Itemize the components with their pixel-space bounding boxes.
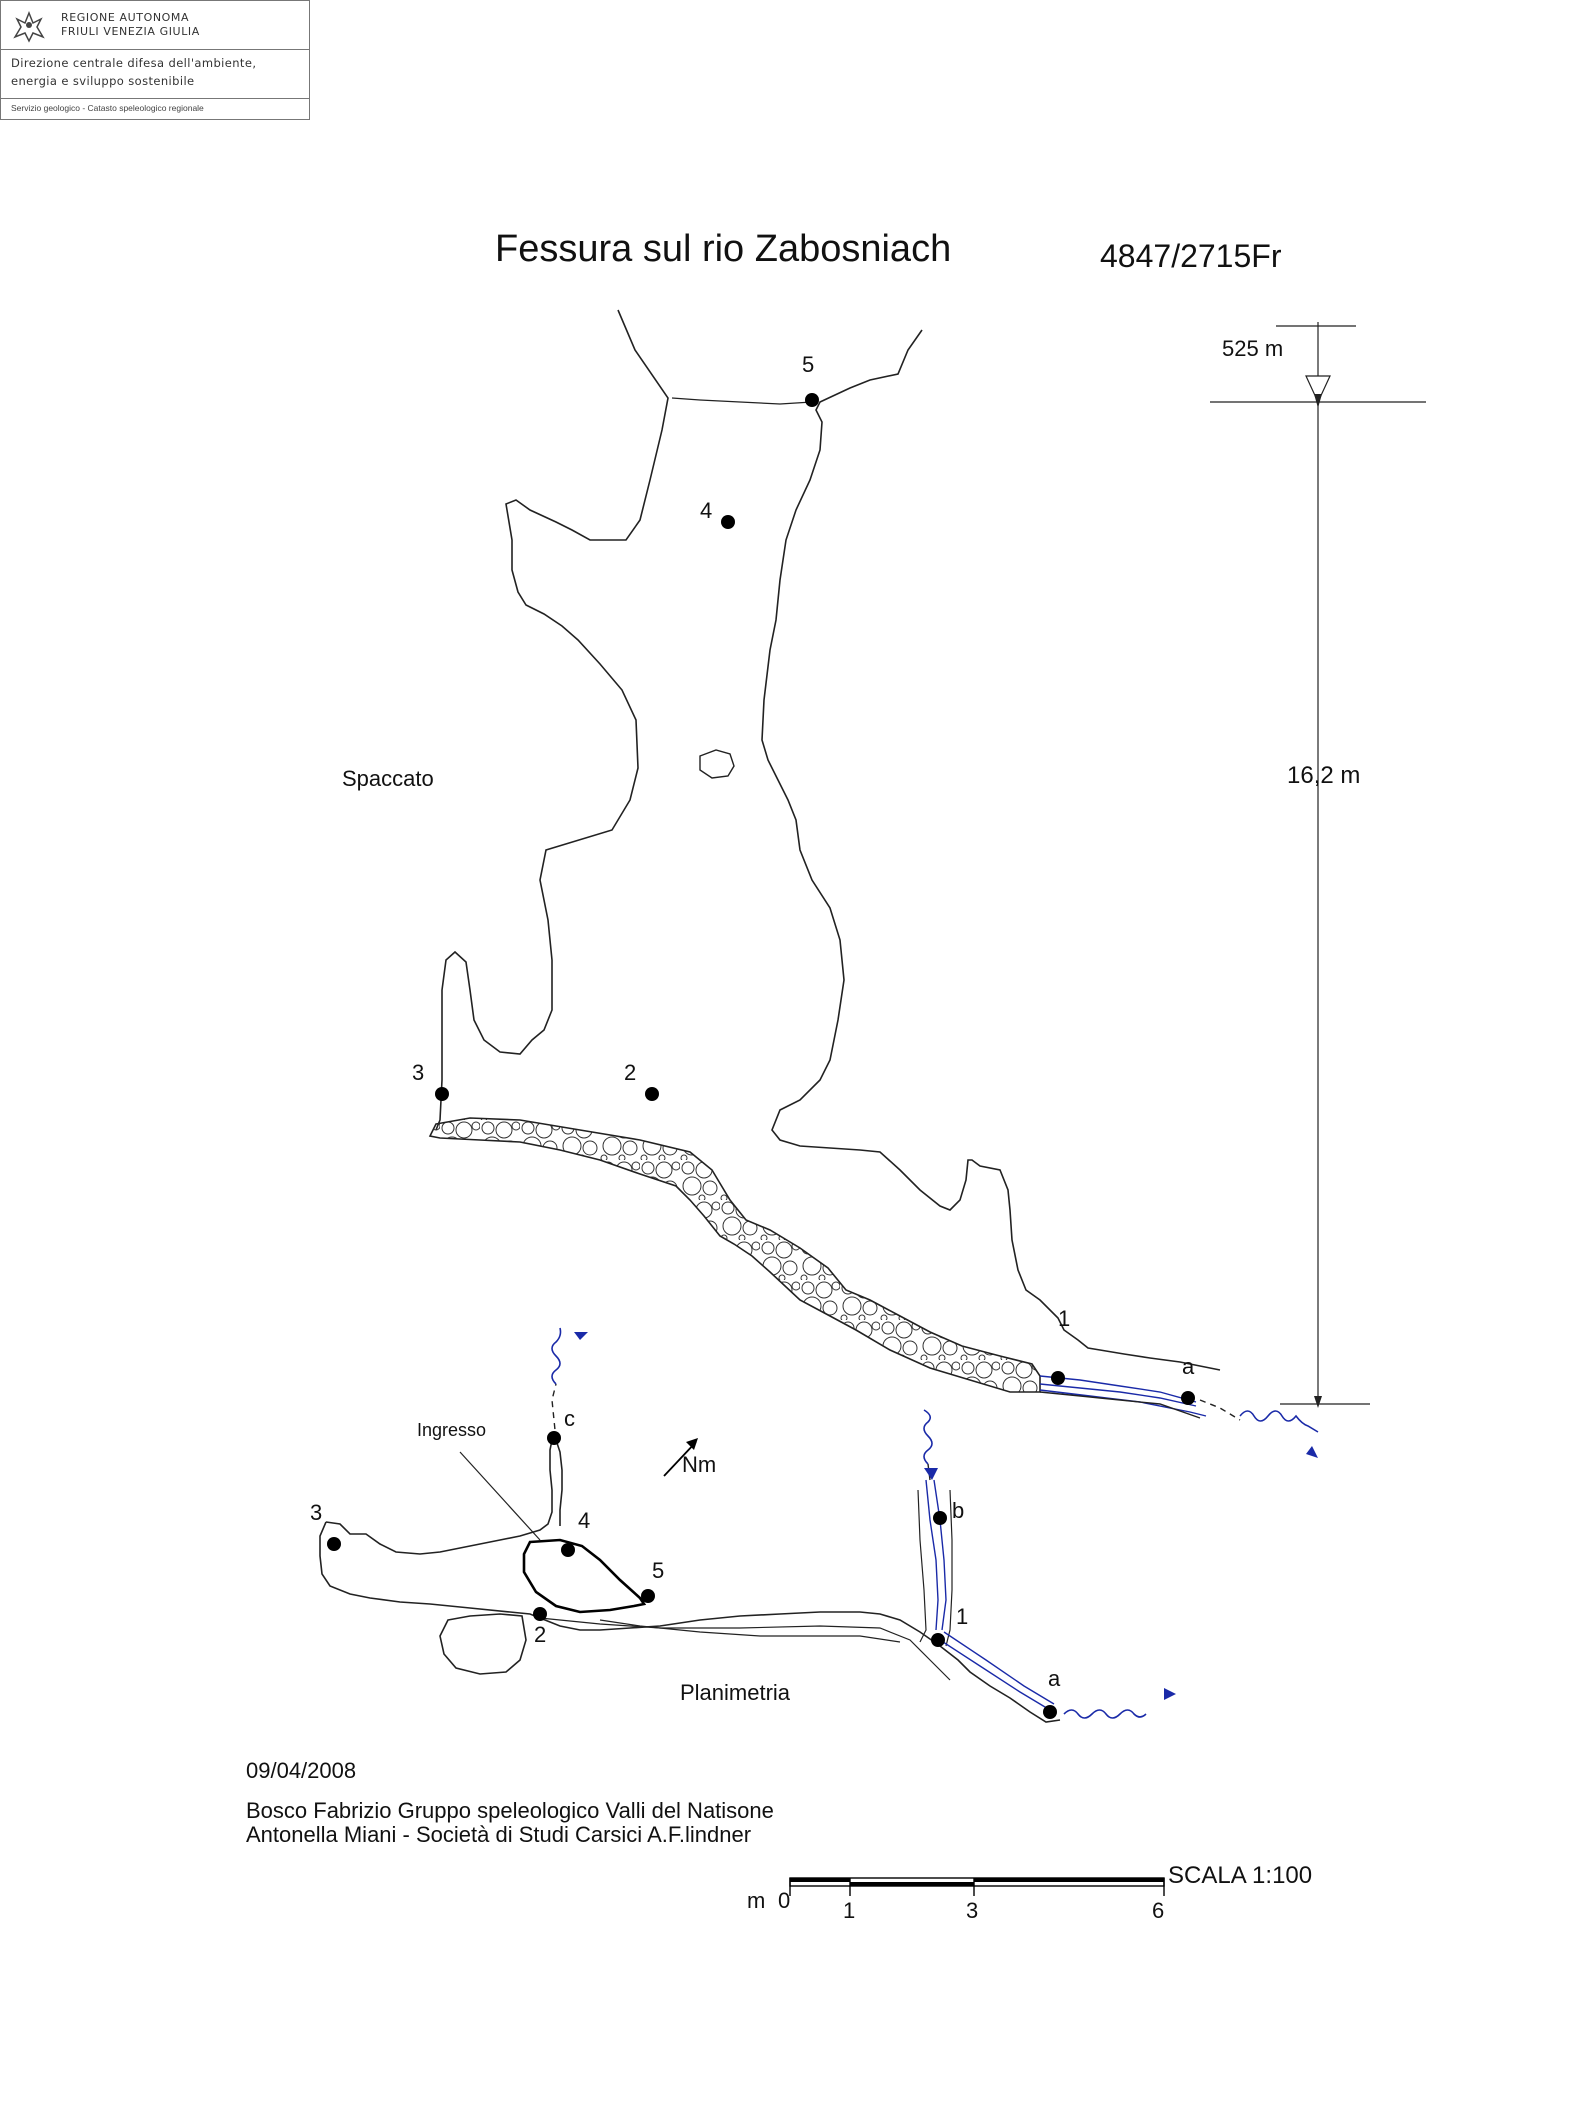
section-station-a-dot: [1181, 1391, 1195, 1405]
section-water-outflow-icon: [1240, 1411, 1318, 1432]
plan-side-chamber: [440, 1614, 526, 1674]
scale-bar-segment-0-1: [790, 1878, 850, 1882]
plan-station-4-label: 4: [578, 1508, 591, 1533]
section-station-2-label: 2: [624, 1060, 637, 1085]
plan-gallery-line: [600, 1620, 900, 1642]
scale-unit-label: m: [747, 1888, 766, 1913]
plan-label: Planimetria: [680, 1680, 791, 1705]
depth-arrow-top-icon: [1314, 394, 1322, 408]
service-name: Servizio geologico - Catasto speleologico regionale: [11, 103, 204, 113]
section-outflow-arrow-icon: [1306, 1446, 1318, 1458]
plan-station-1-dot: [931, 1633, 945, 1647]
section-rock-icon: [700, 750, 734, 778]
entrance-label: Ingresso: [417, 1420, 487, 1440]
plan-water-inflow-b-icon: [924, 1410, 932, 1464]
section-dashed-outflow: [1200, 1400, 1240, 1420]
region-name-line-2: FRIULI VENEZIA GIULIA: [61, 25, 200, 38]
plan-outflow-a-arrow-icon: [1164, 1688, 1176, 1700]
scale-tick-label-3: 3: [966, 1898, 979, 1923]
depth-label: 16,2 m: [1287, 762, 1361, 789]
section-station-2-dot: [645, 1087, 659, 1101]
plan-station-b-dot: [933, 1511, 947, 1525]
plan-stream-branch-b: [926, 1480, 938, 1630]
section-label: Spaccato: [342, 766, 434, 791]
plan-station-1-label: 1: [956, 1604, 969, 1629]
survey-date: 09/04/2008: [246, 1758, 357, 1783]
cadastre-number: 4847/2715Fr: [1100, 238, 1282, 274]
plan-station-3-dot: [327, 1537, 341, 1551]
plan-water-outflow-a-icon: [1064, 1710, 1146, 1718]
plan-station-5-dot: [641, 1589, 655, 1603]
scale-tick-label-1: 1: [843, 1898, 856, 1923]
section-station-a-label: a: [1182, 1354, 1195, 1379]
plan-station-5-label: 5: [652, 1558, 665, 1583]
directorate-line-1: Direzione centrale difesa dell'ambiente,: [11, 56, 257, 70]
plan-station-2-label: 2: [534, 1622, 547, 1647]
scale-bar-segment-3-6: [974, 1878, 1164, 1882]
section-station-5-dot: [805, 393, 819, 407]
plan-inner-line: [540, 1618, 950, 1680]
directorate-line-2: energia e sviluppo sostenibile: [11, 74, 195, 88]
section-entrance-line: [672, 398, 812, 404]
region-name-line-1: REGIONE AUTONOMA: [61, 11, 190, 24]
section-left-wall: [436, 310, 668, 1130]
section-station-3-label: 3: [412, 1060, 425, 1085]
entrance-leader-line: [460, 1452, 540, 1540]
scale-bar-segment-1-3: [850, 1882, 974, 1886]
scale-label: SCALA 1:100: [1168, 1862, 1313, 1889]
plan-entrance-chamber: [524, 1540, 644, 1612]
section-station-4-label: 4: [700, 498, 713, 523]
plan-station-c-label: c: [564, 1406, 575, 1431]
plan-stream-a2: [944, 1632, 1054, 1704]
plan-station-4-dot: [561, 1543, 575, 1557]
section-station-3-dot: [435, 1087, 449, 1101]
elevation-label: 525 m: [1222, 336, 1284, 361]
map-title: Fessura sul rio Zabosniach: [495, 228, 952, 270]
plan-station-2-dot: [533, 1607, 547, 1621]
plan-station-a-label: a: [1048, 1666, 1061, 1691]
plan-station-c-dot: [547, 1431, 561, 1445]
north-label: Nm: [682, 1452, 717, 1477]
plan-water-inflow-c-icon: [552, 1328, 561, 1384]
plan-station-3-label: 3: [310, 1500, 323, 1525]
plan-stream-a: [940, 1640, 1050, 1710]
author-line-2: Antonella Miani - Società di Studi Carsici A.F.lindner: [246, 1822, 752, 1847]
section-boulder-floor: [430, 1118, 1040, 1392]
scale-tick-label-0: 0: [778, 1888, 791, 1913]
section-station-4-dot: [721, 515, 735, 529]
author-line-1: Bosco Fabrizio Gruppo speleologico Valli del Natisone: [246, 1798, 774, 1823]
plan-outline-upper: [326, 1440, 562, 1554]
plan-inflow-b-arrow-icon: [924, 1468, 938, 1480]
section-station-1-label: 1: [1058, 1306, 1071, 1331]
plan-gallery-b-wall-left: [918, 1490, 926, 1642]
section-station-1-dot: [1051, 1371, 1065, 1385]
north-arrowhead-icon: [686, 1438, 698, 1450]
plan-station-b-label: b: [952, 1498, 965, 1523]
plan-station-a-dot: [1043, 1705, 1057, 1719]
section-right-wall: [762, 330, 1220, 1370]
scale-tick-label-6: 6: [1152, 1898, 1165, 1923]
section-station-5-label: 5: [802, 352, 815, 377]
plan-inflow-c-arrow-icon: [574, 1332, 588, 1340]
depth-arrow-bottom-icon: [1314, 1396, 1322, 1408]
